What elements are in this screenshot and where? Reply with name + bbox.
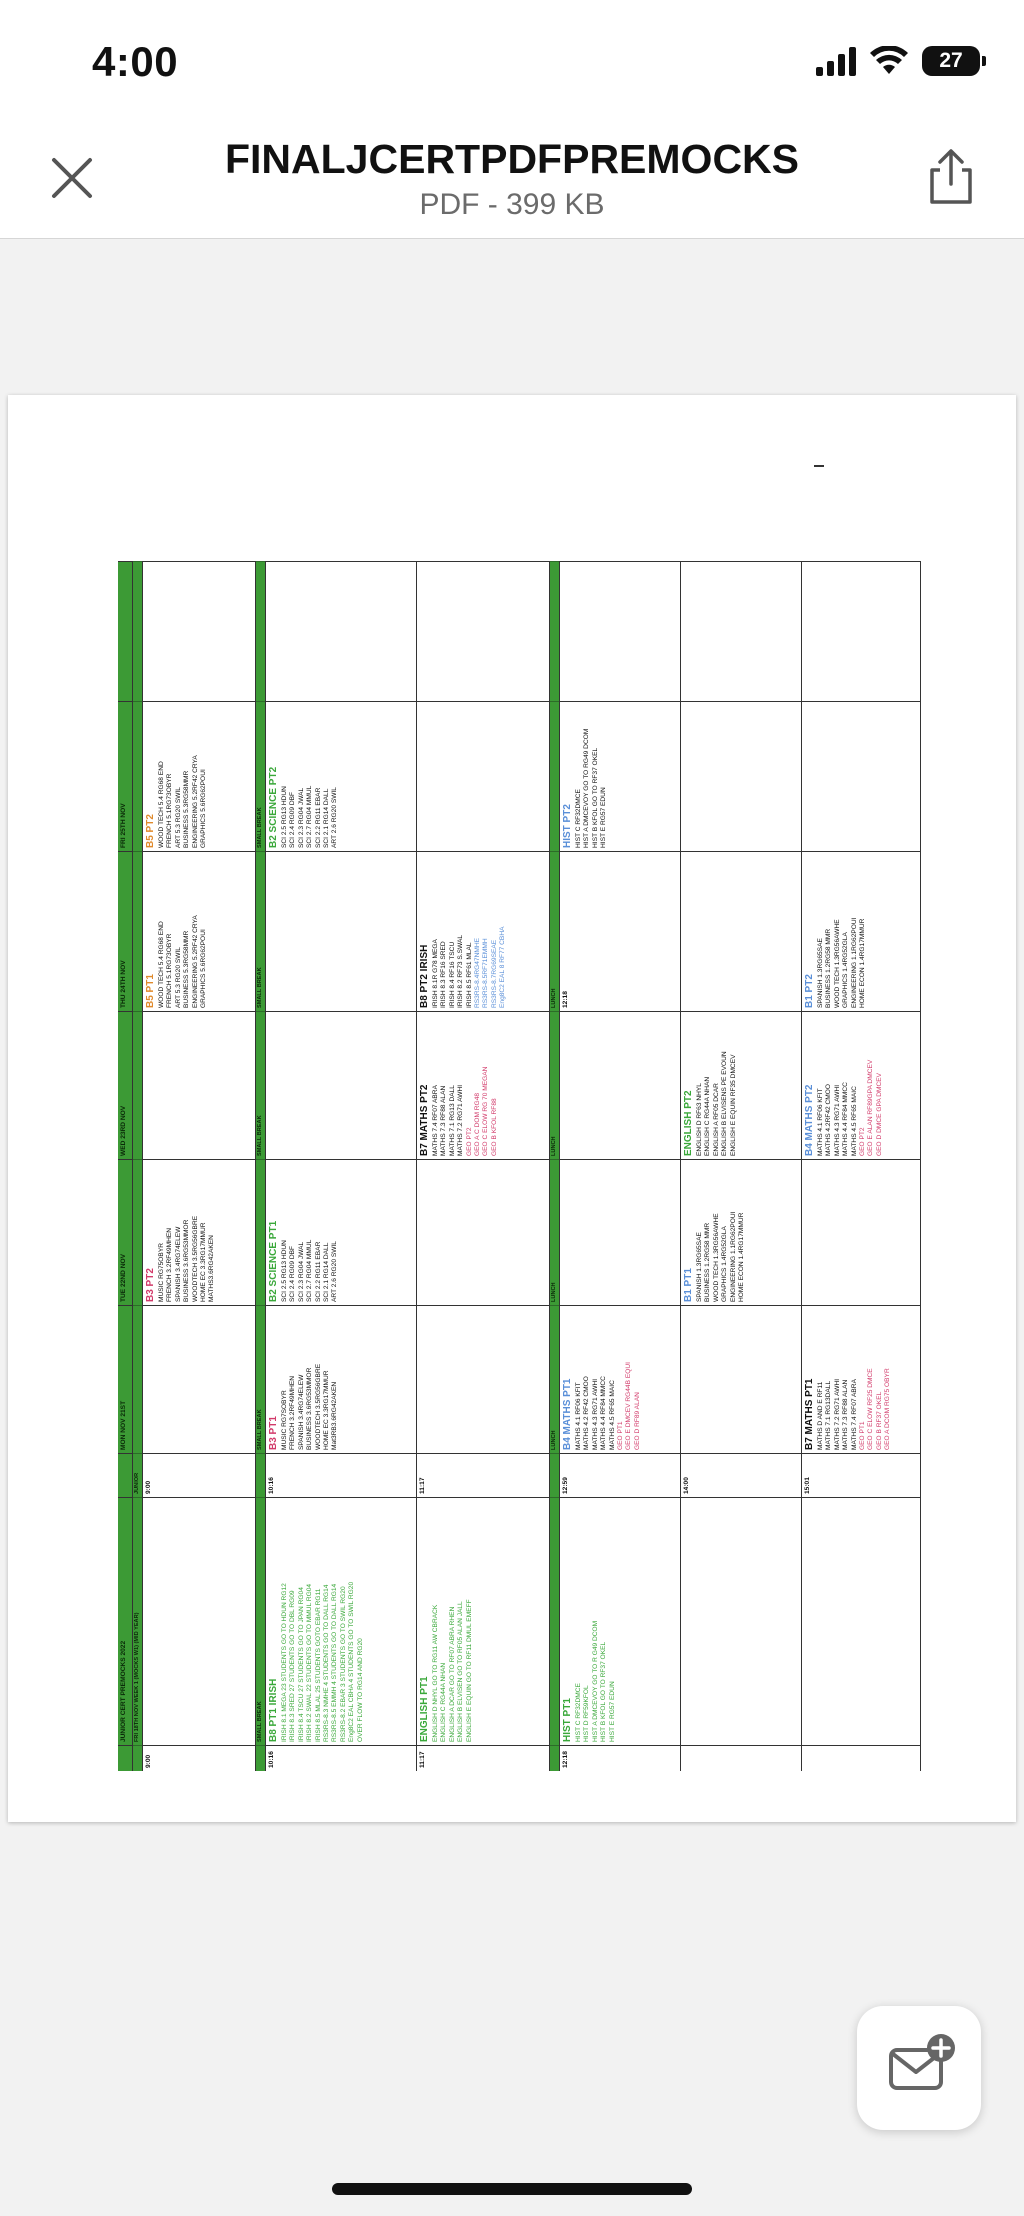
week2-label: JUNIOR <box>133 1453 142 1497</box>
cell-line: GEO PT1 <box>859 1421 867 1450</box>
small-break-bar <box>256 561 266 1771</box>
time-1117: 11:17 <box>417 1745 549 1771</box>
cell-line: ENGLISH B ELVISENS PE EVOUN <box>721 1051 729 1156</box>
cell-title: B3 PT2 <box>145 1268 156 1302</box>
cell-title: B7 MATHS PT2 <box>419 1084 430 1156</box>
time-1117-b: 11:17 <box>417 1453 549 1497</box>
cell-line: HIST C RF32DMCE <box>575 789 582 848</box>
time-0900: 9:00 <box>143 1745 255 1771</box>
cell-line: BUSINESS 1.2RG58 MMR <box>704 1222 712 1302</box>
cell-line: RS3RS-8.3 NMHE 4 STUDENTS GO TO DALL RG14 <box>323 1584 331 1742</box>
cell-line: MATHS 4.4 RF84 MMCC <box>600 1376 608 1450</box>
cell-line: WOODTECH 3.5RG56GBRE <box>314 1363 322 1450</box>
cell-line: ENGLISH D RF63 NHYL <box>696 1083 703 1156</box>
cell-title: ENGLISH PT2 <box>683 1090 694 1156</box>
cell-line: MATHS 7.2 RG71 AWHI <box>833 1378 841 1450</box>
cell-line: SCI 2.2 RG11 EBAR <box>314 787 322 848</box>
slot-row-1218 <box>560 561 681 1771</box>
cell-line: MATHS 4.5 RF65 MAIC <box>608 1380 616 1450</box>
cell-line: HIST A DMCEVOY GO TO R G49 DCOM <box>591 1620 599 1742</box>
cell-line: MATHS 7.2 RG71 AWHI <box>457 1084 465 1156</box>
cell-title: B2 SCIENCE PT2 <box>268 766 279 848</box>
cell-line: IRISH 8.3 RF16 SRED <box>440 941 448 1008</box>
small-break-label: SMALL BREAK <box>256 701 265 851</box>
cell-line: RS3RS-8.4RG47NMHE <box>474 938 482 1008</box>
lunch-label: LUNCH <box>550 1159 559 1305</box>
cellular-signal-icon <box>816 46 856 76</box>
cell-line: MATHS 4.4 RF84 MMCC <box>842 1082 850 1156</box>
lunch-label: LUNCH <box>550 1305 559 1453</box>
share-icon[interactable] <box>918 144 984 210</box>
cell-line: MATHS 7.1 RG13 DALL <box>448 1085 456 1156</box>
home-indicator[interactable] <box>332 2183 692 2195</box>
cell-title: B7 MATHS PT1 <box>804 1378 815 1450</box>
cell-line: HOME EC 3.3RG17MMUR <box>323 1370 331 1450</box>
slot-row-1117 <box>417 561 550 1771</box>
document-header <box>0 120 1024 239</box>
cell-line: FRENCH 3.2RF49MHEN <box>166 1227 174 1302</box>
col-header-fri: FRI 25TH NOV <box>118 701 132 851</box>
cell-line: SCI 2.4 RG09 DBF <box>289 791 297 848</box>
cell-line: FRENCH 5.1RG73OBYR <box>166 773 174 848</box>
cell-line: HOME ECON 1.4RG17MMUR <box>738 1212 746 1302</box>
cell-line: HOME ECON 1.4RG17MMUR <box>859 918 867 1008</box>
cell-line: MATHS 4.5 RF65 MAIC <box>850 1086 858 1156</box>
cell-line: SPANISH 3.4RG74ELEW <box>174 1226 182 1302</box>
cell-line: HIST B KFOL GO TO RF37 OKEL <box>600 1641 608 1742</box>
cell-mon-1016 <box>266 1305 416 1453</box>
cell-line: IRISH 8.4 RF16 TSCU <box>448 941 456 1008</box>
cell-line: GRAPHICS 1.4RG52GLA <box>721 1226 729 1302</box>
battery-level: 27 <box>939 49 963 72</box>
cell-title: B4 MATHS PT1 <box>562 1378 573 1450</box>
cell-line: ENGLISH A DCAR GO TO RF07 ABRA RHEN <box>448 1606 456 1742</box>
cell-line: SCI 2.7 RG04 MMUL <box>306 785 314 848</box>
document-title: FINALJCERTPDFPREMOCKS <box>224 136 800 182</box>
time-1259: 12:59 <box>560 1453 680 1497</box>
time-1016: 10:16 <box>266 1745 416 1771</box>
cell-line: GEO B RF37 OKEL <box>875 1391 883 1450</box>
cell-tue-0900 <box>143 1159 255 1305</box>
cell-title: B1 PT2 <box>804 974 815 1008</box>
cell-line: ENGLISH A RF05 DCAR <box>712 1083 720 1156</box>
cell-line: SCI 2.3 RG04 JWAL <box>297 1241 305 1302</box>
lunch-bar <box>550 561 560 1771</box>
cell-line: MATHS D AND E RF11 <box>817 1381 824 1450</box>
pdf-page[interactable] <box>8 395 1016 1822</box>
col-header-mon: MON NOV 21ST <box>118 1305 132 1453</box>
cell-line: FRENCH 5.1RG73OBYR <box>166 933 174 1008</box>
cell-line: GEO C ELOW RG 70 MEGAN <box>482 1066 490 1156</box>
cell-line: HIST E RG57 EDUN <box>600 787 608 848</box>
cell-line: ENGLISH E EQUIN GO TO RF11 DMUL EMEFF <box>465 1599 473 1742</box>
cell-line: ART 2.6 RG20 SWIL <box>331 787 339 848</box>
cell-line: IRISH 8.1 MEGA 23 STUDENTS GO TO HDUN RG12 <box>281 1583 288 1742</box>
cell-thu-1501 <box>802 851 920 1011</box>
time-0900-b: 9:00 <box>143 1453 255 1497</box>
cell-wed-1117 <box>417 1011 549 1159</box>
document-subtitle: PDF - 399 KB <box>419 188 605 221</box>
cell-line: MATHS 4.2 RF42 CMOO <box>583 1376 591 1450</box>
cell-line: HIST E RG57 EDUN <box>608 1681 616 1742</box>
page-mark <box>814 465 824 467</box>
cell-line: GEO PT2 <box>859 1127 867 1156</box>
cell-line: ENGLISH E EQUIN RF35 DMCEV <box>729 1054 737 1156</box>
time-1218: 12:18 <box>560 1745 680 1771</box>
cell-title: HIST PT1 <box>562 1698 573 1742</box>
cell-line: ENGLISH C RG44A NHAN <box>704 1076 712 1156</box>
cell-line: MUSIC RG7SOBYR <box>281 1390 288 1450</box>
cell-title: B1 PT1 <box>683 1268 694 1302</box>
small-break-label: SMALL BREAK <box>256 1497 265 1745</box>
cell-line: ENGLISH B ELVISEN GO TO RF05 ALAN JALL <box>457 1601 465 1742</box>
cell-line: BUSINESS 3.6RG53MMOR <box>306 1367 314 1450</box>
slot-row-1501 <box>802 561 921 1771</box>
time-1501: 15:01 <box>802 1453 920 1497</box>
timetable-title: JUNIOR CERT PREMOCKS 2022 <box>118 1497 132 1745</box>
week-bar <box>133 561 143 1771</box>
cell-line: MATHS 7.4 RF07 ABRA <box>432 1085 439 1156</box>
cell-line: SPANISH 1.3RG65SAE <box>696 1232 703 1302</box>
cell-line: MATHS 7.4 RF07 ABRA <box>850 1379 858 1450</box>
col-header-wed: WED 23RD NOV <box>118 1011 132 1159</box>
cell-thu-0900 <box>143 851 255 1011</box>
slot-row-0900 <box>143 561 256 1771</box>
col-header-thu: THU 24TH NOV <box>118 851 132 1011</box>
cell-title: HIST PT2 <box>562 804 573 848</box>
cell-line: RS3RS-8.5RF71EMMH <box>482 938 490 1008</box>
cell-line: BUSINESS 3.6RG53MMOR <box>183 1219 191 1302</box>
cell-title: B5 PT2 <box>145 814 156 848</box>
cell-line: HIST A DMCEVOY GO TO RG49 DCOM <box>583 728 591 848</box>
cell-line: WOOD TECH 1.3RG56AWHE <box>712 1213 720 1302</box>
cell-line: ENGLISH D NHYL GO TO RG11 AW CBRACK <box>432 1604 439 1742</box>
cell-line: GEO A C DOM RG48 <box>474 1092 482 1156</box>
cell-line: BUSINESS 1.2RG58 MMR <box>825 928 833 1008</box>
cell-line: SCI 2.5 RG13 HDUN <box>281 786 288 848</box>
cell-line: MUSIC RG75OBYR <box>158 1243 165 1302</box>
cell-line: SCI 2.2 RG11 EBAR <box>314 1241 322 1302</box>
cell-line: MATHS 4.1 RF06 KFIT <box>817 1088 824 1156</box>
week-label: FRI 18TH NOV WEEK 1 (MOCKS W1) (MID YEAR) <box>133 1497 142 1745</box>
cell-fri2-1016 <box>266 701 416 851</box>
cell-line: ART 5.3 RG20 SWIL <box>174 947 182 1008</box>
cell-line: WOODTECH 3.5RG56GBRE <box>191 1215 199 1302</box>
cell-line: HIST C RF32DMCE <box>575 1683 582 1742</box>
cell-fri-1117 <box>417 1497 549 1745</box>
cell-title: B3 PT1 <box>268 1416 279 1450</box>
cell-fri2-1218 <box>560 701 680 851</box>
cell-line: WOOD TECH 1.3RG56AWHE <box>833 919 841 1008</box>
cell-line: WOOD TECH 5.4 RG68 END <box>158 761 165 848</box>
timetable-header-row <box>118 561 133 1771</box>
slot-row-1016 <box>266 561 417 1771</box>
cell-line: IRISH 8.4 TSCU 27 STUDENTS GO TO JPAN RG04 <box>297 1587 305 1742</box>
cell-line: MATHS 7.3 RF88 ALAN <box>440 1085 448 1156</box>
cell-line: OVER FLOW TO RG14 AND RG20 <box>356 1638 364 1742</box>
col-header-tue: TUE 22ND NOV <box>118 1159 132 1305</box>
cell-line: MATHS 4.1 RF06 KFIT <box>575 1382 582 1450</box>
timetable-sheet <box>118 561 892 1771</box>
cell-line: WOOD TECH 5.4 RG68 END <box>158 921 165 1008</box>
cell-line: GEO B KFOL RF88 <box>490 1098 498 1156</box>
cell-line: MATHS 4.3 RG71 AWHI <box>833 1084 841 1156</box>
timetable-grid <box>118 561 892 1771</box>
wifi-icon <box>870 46 908 76</box>
time-1400: 14:00 <box>681 1453 801 1497</box>
cell-line: SCI 2.5 RG13 HDUN <box>281 1240 288 1302</box>
cell-line: SCI 2.1 RG14 DALL <box>323 788 331 848</box>
cell-thu-1117 <box>417 851 549 1011</box>
cell-title: B5 PT1 <box>145 974 156 1008</box>
cell-wed-1501 <box>802 1011 920 1159</box>
cell-line: HIST B KFOL GO TO RF37 OKEL <box>591 747 599 848</box>
status-time: 4:00 <box>92 38 179 85</box>
cell-line: Mat3RB3.6RG42AKEN <box>331 1381 339 1450</box>
mail-add-icon <box>857 2006 981 2130</box>
cell-line: IRISH 8.2 RF73 S.SWAL <box>457 934 465 1008</box>
cell-line: GEO PT1 <box>617 1421 625 1450</box>
cell-line: SPANISH 1.3RG65SAE <box>817 938 824 1008</box>
cell-line: SCI 2.3 RG04 JWAL <box>297 787 305 848</box>
status-bar <box>0 0 1024 120</box>
cell-line: ENGINEERING 5.2RF42 CRYA <box>191 755 199 848</box>
cell-line: SCI 2.7 RG04 MMUL <box>306 1239 314 1302</box>
small-break-label: SMALL BREAK <box>256 1011 265 1159</box>
cell-line: HOME EC 3.3RG17MMUR <box>200 1222 208 1302</box>
cell-line: ART 5.3 RG20 SWIL <box>174 787 182 848</box>
cell-line: ENGINEERING 1.1RG62POUI <box>729 1211 737 1302</box>
cell-title: B4 MATHS PT2 <box>804 1084 815 1156</box>
lunch-label: LUNCH <box>550 1011 559 1159</box>
cell-line: MATHS 7.1 RG13DALL <box>825 1380 833 1450</box>
cell-title: B8 PT1 IRISH <box>268 1678 279 1742</box>
cell-line: GEO E ALAN RF89GPA DMCEV <box>867 1059 875 1156</box>
cell-line: GEO PT2 <box>465 1127 473 1156</box>
cell-line: GRAPHICS 5.6RG62POUI <box>200 769 208 848</box>
cell-title: B8 PT2 IRISH <box>419 944 430 1008</box>
time-1016-b: 10:16 <box>266 1453 416 1497</box>
cell-line: ENGINEERING 5.2RF42 CRYA <box>191 915 199 1008</box>
cell-mon-1501 <box>802 1305 920 1453</box>
cell-line: ENGLISH C RG44A NHAN <box>440 1662 448 1742</box>
cell-line: ART 2.6 RG20 SWIL <box>331 1241 339 1302</box>
cell-line: Eng8C2 EAL 8 RF77 CBHA <box>499 926 507 1008</box>
cell-line: GEO C ELOW RF25 DMCE <box>867 1368 875 1450</box>
cell-fri-0900 <box>143 701 255 851</box>
cell-line: GEO D DMCE GPA DMCEV <box>875 1072 883 1156</box>
cell-line: BUSINESS 5.3RG58MMR <box>183 770 191 848</box>
cell-line: Eng8C2 EAL CBHA 4 STUDENTS GO TO SWIL RG20 <box>348 1581 356 1742</box>
time-1218-thu: 12:18 <box>562 991 569 1008</box>
cell-line: IRISH 8.2 SWAL 22 STUDENTS GO TO MMUL RG04 <box>306 1583 314 1742</box>
cell-line: RS3RS-8.7RG69SEAE <box>490 939 498 1008</box>
cell-mon-1218 <box>560 1305 680 1453</box>
cell-line: RS3RS-8.2 EBAR 3 STUDENTS GO TO SWIL RG20 <box>339 1586 347 1742</box>
cell-line: SCI 2.4 RG09 DBF <box>289 1245 297 1302</box>
cell-line: MATHS 7.3 RF88 ALAN <box>842 1379 850 1450</box>
cell-line: SPANISH 3.4RG74ELEW <box>297 1374 305 1450</box>
cell-tue-1400 <box>681 1159 801 1305</box>
markup-button[interactable] <box>857 2006 981 2130</box>
cell-line: IRISH 8.1R G78 MEGA <box>432 939 439 1008</box>
small-break-label: SMALL BREAK <box>256 1305 265 1453</box>
cell-line: IRISH 8.3 SRED 27 STUDENTS GO TO DBL RG09 <box>289 1590 297 1742</box>
cell-line: HIST D RF59KFOL <box>583 1685 591 1742</box>
cell-line: IRISH 8.5 RF61 MLAL <box>465 942 473 1008</box>
cell-wed-1400 <box>681 1011 801 1159</box>
cell-line: FRENCH 3.2RF49MHEN <box>289 1375 297 1450</box>
small-break-label: SMALL BREAK <box>256 851 265 1011</box>
cell-line: GRAPHICS 5.6RG62POUI <box>200 929 208 1008</box>
cell-line: IRISH 8.5 MLAL 25 STUDENTS GOTO EBAR RG11 <box>314 1588 322 1742</box>
cell-line: RS3RS-8.5 EMMH 4 STUDENTS GO TO DALL RG14 <box>331 1583 339 1742</box>
cell-title: ENGLISH PT1 <box>419 1676 430 1742</box>
slot-row-1400 <box>681 561 802 1771</box>
cell-line: GEO E DMCEV RG44B EQUI <box>625 1362 633 1450</box>
cell-line: MATHS 4.2RF42 CMOO <box>825 1083 833 1156</box>
lunch-label: LUNCH <box>550 851 559 1011</box>
cell-line: GEO A DCOM RG75 OBYR <box>884 1368 892 1450</box>
cell-line: SCI 2.1 RG14 DALL <box>323 1242 331 1302</box>
battery-icon <box>922 46 980 76</box>
status-icons <box>816 46 980 76</box>
cell-line: ENGINEERING 1.1RG62POUI <box>850 917 858 1008</box>
cell-title: B2 SCIENCE PT1 <box>268 1220 279 1302</box>
cell-line: MATHS 4.3 RG71 AWHI <box>591 1378 599 1450</box>
cell-line: MATHS3.6RG42AKEN <box>208 1235 216 1302</box>
cell-tue-1016 <box>266 1159 416 1305</box>
cell-line: GEO D RF89 ALAN <box>633 1392 641 1450</box>
cell-fri-1016 <box>266 1497 416 1745</box>
cell-fri-1218 <box>560 1497 680 1745</box>
cell-line: BUSINESS 5.3RG58MMR <box>183 930 191 1008</box>
cell-thu-1218 <box>560 851 680 1011</box>
cell-line: GRAPHICS 1.4RG52GLA <box>842 932 850 1008</box>
